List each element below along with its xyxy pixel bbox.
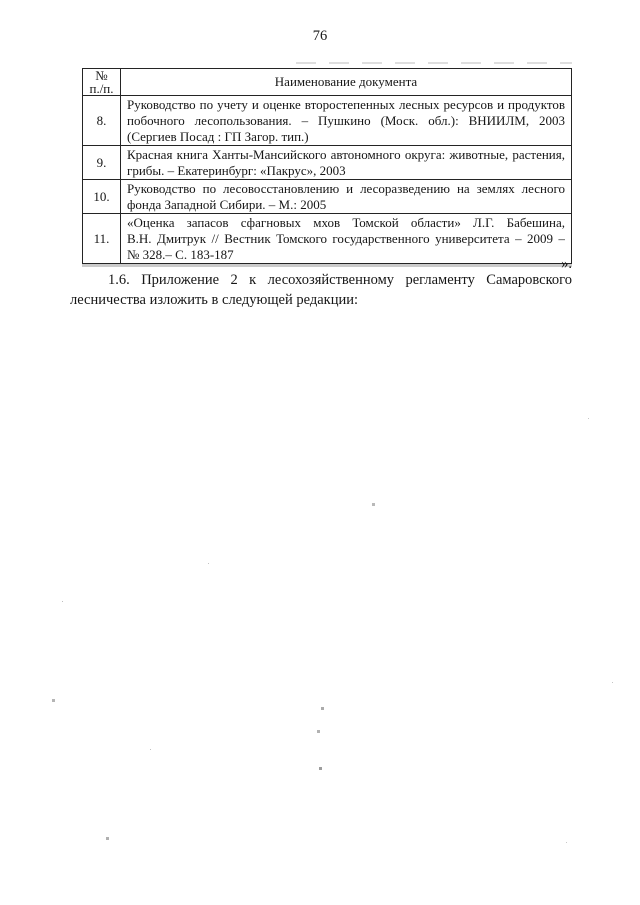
- document-title-line: Руководство по учету и оценке второстепенных лесных ресурсов и продуктов: [127, 97, 565, 112]
- document-title-line: грибы. – Екатеринбург: «Пакрус», 2003: [127, 163, 346, 178]
- document-title-line: фонда Западной Сибири. – М.: 2005: [127, 197, 327, 212]
- row-number-cell: 11.: [83, 214, 121, 264]
- header-document-column: Наименование документа: [121, 69, 572, 96]
- paragraph-line: лесничества изложить в следующей редакции:: [70, 291, 359, 308]
- scan-artifact-dashes: [296, 62, 572, 64]
- closing-quote-mark: ».: [561, 256, 572, 272]
- row-number-cell: 8.: [83, 96, 121, 146]
- document-title-cell: [121, 146, 572, 180]
- page-number: 76: [312, 28, 328, 44]
- table-row: [83, 146, 572, 180]
- scan-noise-specks: [0, 0, 1, 1]
- document-title-line: побочного лесопользования. – Пушкино (Моск. обл.): ВНИИЛМ, 2003: [127, 113, 565, 128]
- document-title-cell: [121, 180, 572, 214]
- table-row: [83, 96, 572, 146]
- document-title-line: № 328.– С. 183-187: [127, 247, 234, 262]
- paragraph-1-6: [70, 271, 572, 310]
- header-number-column: [83, 69, 121, 96]
- document-title-line: (Сергиев Посад : ГП Загор. тип.): [127, 129, 309, 144]
- document-title-line: «Оценка запасов сфагновых мхов Томской области» Л.Г. Бабешина,: [127, 215, 565, 230]
- documents-table: [82, 68, 572, 264]
- header-number-line1: №: [95, 68, 108, 83]
- row-number-cell: 10.: [83, 180, 121, 214]
- document-title-line: В.Н. Дмитрук // Вестник Томского государственного университета – 2009 –: [127, 231, 565, 246]
- table-header-row: [83, 69, 572, 96]
- table-row: [83, 180, 572, 214]
- paragraph-line: 1.6. Приложение 2 к лесохозяйственному регламенту Самаровского: [108, 272, 572, 288]
- document-title-line: Руководство по лесовосстановлению и лесоразведению на землях лесного: [127, 181, 565, 196]
- row-number-cell: 9.: [83, 146, 121, 180]
- document-title-cell: [121, 96, 572, 146]
- document-title-line: Красная книга Ханты-Мансийского автономного округа: животные, растения,: [127, 147, 565, 162]
- header-number-line2: п./п.: [89, 81, 114, 96]
